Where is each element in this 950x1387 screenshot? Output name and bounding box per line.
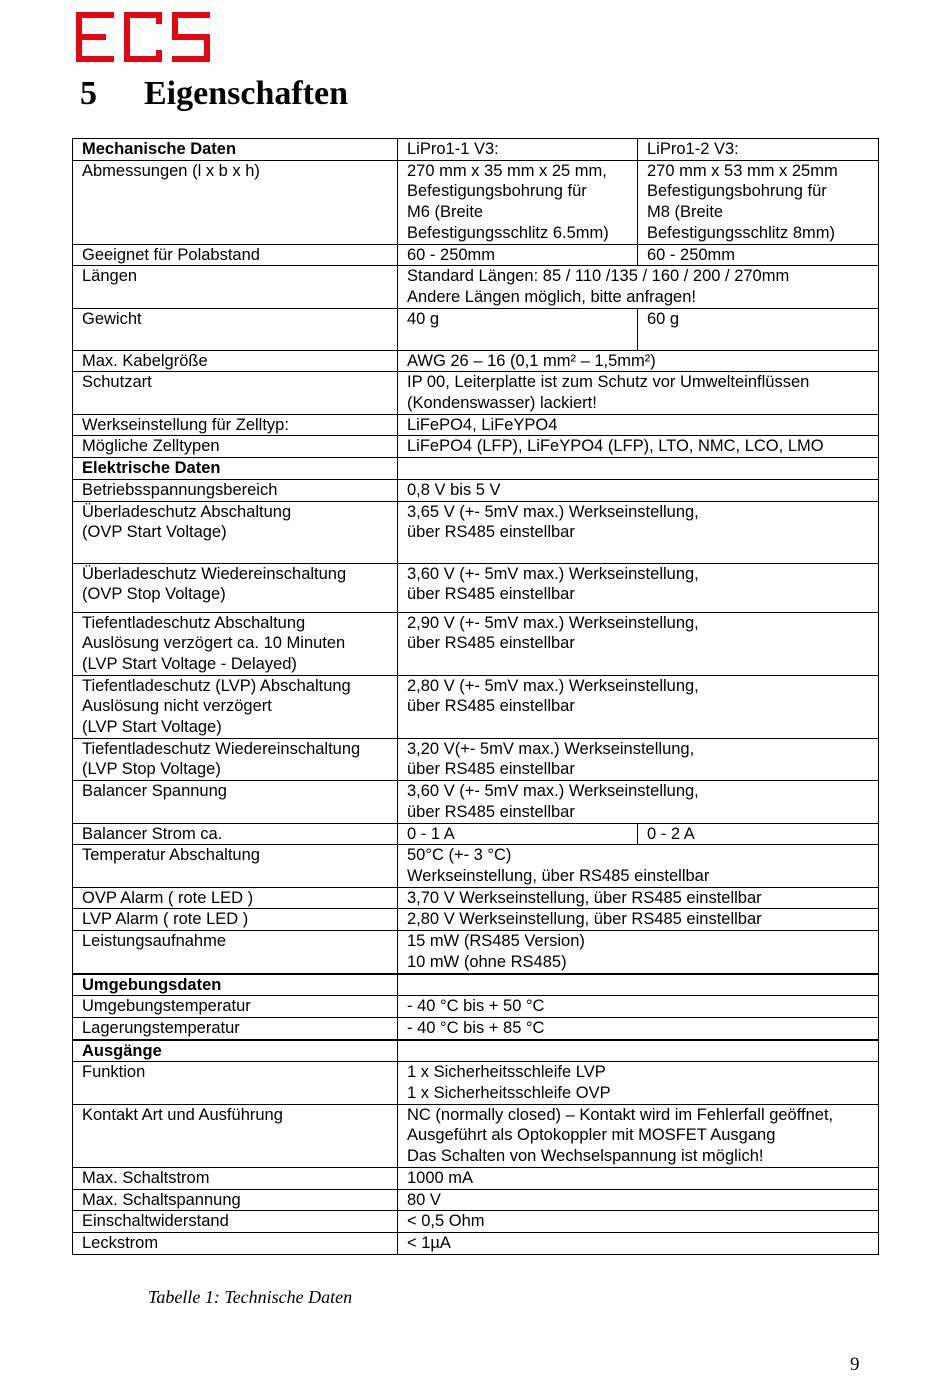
table-cell: LVP Alarm ( rote LED ): [73, 909, 398, 931]
table-row: [73, 1062, 879, 1104]
table-cell: 270 mm x 35 mm x 25 mm, Befestigungsbohrung für M6 (Breite Befestigungsschlitz 6.5mm): [398, 160, 638, 244]
table-cell: [398, 974, 879, 996]
table-row: [73, 244, 879, 266]
ecs-logo: [76, 12, 210, 62]
table-row: [73, 845, 879, 887]
table-row: [73, 823, 879, 845]
table-cell: Tiefentladeschutz Wiedereinschaltung (LVP Stop Voltage): [73, 738, 398, 780]
table-cell: Max. Schaltspannung: [73, 1189, 398, 1211]
table-cell: Mögliche Zelltypen: [73, 436, 398, 458]
table-row: [73, 909, 879, 931]
table-cell: [398, 1040, 879, 1062]
section-number: 5: [80, 75, 97, 112]
table-row: [73, 308, 879, 350]
table-cell: Temperatur Abschaltung: [73, 845, 398, 887]
table-cell: Betriebsspannungsbereich: [73, 479, 398, 501]
technical-data-table: [72, 138, 879, 1255]
table-cell: 2,80 V (+- 5mV max.) Werkseinstellung, über RS485 einstellbar: [398, 675, 879, 738]
table-row: [73, 414, 879, 436]
table-cell: Überladeschutz Abschaltung (OVP Start Voltage): [73, 501, 398, 563]
table-cell: 60 - 250mm: [398, 244, 638, 266]
table-cell: 0 - 1 A: [398, 823, 638, 845]
table-cell: < 1µA: [398, 1232, 879, 1254]
table-cell: Lagerungstemperatur: [73, 1017, 398, 1039]
table-cell: Ausgänge: [73, 1040, 398, 1062]
table-cell: LiPro1-1 V3:: [398, 139, 638, 161]
table-row: [73, 1211, 879, 1233]
table-cell: [398, 458, 879, 480]
table-cell: LiFePO4 (LFP), LiFeYPO4 (LFP), LTO, NMC, LCO, LMO: [398, 436, 879, 458]
table-cell: 0,8 V bis 5 V: [398, 479, 879, 501]
table-cell: 2,80 V Werkseinstellung, über RS485 einstellbar: [398, 909, 879, 931]
table-cell: Max. Kabelgröße: [73, 350, 398, 372]
table-row: [73, 458, 879, 480]
table-cell: Funktion: [73, 1062, 398, 1104]
table-cell: Tiefentladeschutz (LVP) Abschaltung Auslösung nicht verzögert (LVP Start Voltage): [73, 675, 398, 738]
table-cell: 40 g: [398, 308, 638, 350]
table-cell: Kontakt Art und Ausführung: [73, 1104, 398, 1167]
table-cell: - 40 °C bis + 50 °C: [398, 996, 879, 1018]
table-cell: NC (normally closed) – Kontakt wird im Fehlerfall geöffnet, Ausgeführt als Optokoppler mit MOSFET Ausgang Das Schalten von Wechselspannung ist möglich!: [398, 1104, 879, 1167]
table-row: [73, 738, 879, 780]
table-cell: Abmessungen (l x b x h): [73, 160, 398, 244]
table-row: [73, 996, 879, 1018]
table-row: [73, 479, 879, 501]
table-cell: 60 g: [638, 308, 879, 350]
section-title: Eigenschaften: [144, 75, 348, 112]
table-cell: Längen: [73, 266, 398, 308]
table-cell: OVP Alarm ( rote LED ): [73, 887, 398, 909]
table-cell: 1000 mA: [398, 1167, 879, 1189]
table-cell: < 0,5 Ohm: [398, 1211, 879, 1233]
table-caption: Tabelle 1: Technische Daten: [148, 1287, 353, 1307]
table-row: [73, 1167, 879, 1189]
table-cell: Tiefentladeschutz Abschaltung Auslösung verzögert ca. 10 Minuten (LVP Start Voltage - Delayed): [73, 612, 398, 675]
table-cell: Mechanische Daten: [73, 139, 398, 161]
table-row: [73, 781, 879, 823]
table-row: [73, 1104, 879, 1167]
table-row: [73, 350, 879, 372]
table-cell: 3,70 V Werkseinstellung, über RS485 einstellbar: [398, 887, 879, 909]
table-row: [73, 160, 879, 244]
table-cell: 0 - 2 A: [638, 823, 879, 845]
table-cell: 60 - 250mm: [638, 244, 879, 266]
table-row: [73, 974, 879, 996]
table-row: [73, 436, 879, 458]
table-cell: Überladeschutz Wiedereinschaltung (OVP Stop Voltage): [73, 563, 398, 612]
table-cell: 1 x Sicherheitsschleife LVP 1 x Sicherheitsschleife OVP: [398, 1062, 879, 1104]
table-cell: LiFePO4, LiFeYPO4: [398, 414, 879, 436]
table-row: [73, 612, 879, 675]
table-cell: - 40 °C bis + 85 °C: [398, 1017, 879, 1039]
table-cell: Max. Schaltstrom: [73, 1167, 398, 1189]
table-row: [73, 1232, 879, 1254]
table-row: [73, 1017, 879, 1039]
table-row: [73, 266, 879, 308]
table-cell: AWG 26 – 16 (0,1 mm² – 1,5mm²): [398, 350, 879, 372]
table-cell: LiPro1-2 V3:: [638, 139, 879, 161]
table-row: [73, 675, 879, 738]
table-cell: Balancer Strom ca.: [73, 823, 398, 845]
table-cell: 3,60 V (+- 5mV max.) Werkseinstellung, über RS485 einstellbar: [398, 563, 879, 612]
table-cell: 50°C (+- 3 °C) Werkseinstellung, über RS485 einstellbar: [398, 845, 879, 887]
table-row: [73, 372, 879, 414]
table-cell: 2,90 V (+- 5mV max.) Werkseinstellung, über RS485 einstellbar: [398, 612, 879, 675]
table-cell: 80 V: [398, 1189, 879, 1211]
table-row: [73, 1040, 879, 1062]
table-cell: 15 mW (RS485 Version) 10 mW (ohne RS485): [398, 931, 879, 973]
table-row: [73, 931, 879, 973]
table-cell: Schutzart: [73, 372, 398, 414]
table-cell: IP 00, Leiterplatte ist zum Schutz vor Umwelteinflüssen (Kondenswasser) lackiert!: [398, 372, 879, 414]
table-row: [73, 887, 879, 909]
table-cell: 3,65 V (+- 5mV max.) Werkseinstellung, über RS485 einstellbar: [398, 501, 879, 563]
table-cell: Elektrische Daten: [73, 458, 398, 480]
table-cell: 3,60 V (+- 5mV max.) Werkseinstellung, über RS485 einstellbar: [398, 781, 879, 823]
page-number: 9: [850, 1354, 860, 1375]
table-cell: Werkseinstellung für Zelltyp:: [73, 414, 398, 436]
table-row: [73, 139, 879, 161]
table-cell: Balancer Spannung: [73, 781, 398, 823]
table-cell: Leistungsaufnahme: [73, 931, 398, 973]
section-heading: [80, 72, 348, 116]
table-cell: Leckstrom: [73, 1232, 398, 1254]
table-cell: 3,20 V(+- 5mV max.) Werkseinstellung, über RS485 einstellbar: [398, 738, 879, 780]
table-cell: Umgebungsdaten: [73, 974, 398, 996]
table-row: [73, 1189, 879, 1211]
table-row: [73, 501, 879, 563]
table-cell: Standard Längen: 85 / 110 /135 / 160 / 200 / 270mm Andere Längen möglich, bitte anfragen!: [398, 266, 879, 308]
table-cell: Einschaltwiderstand: [73, 1211, 398, 1233]
table-cell: 270 mm x 53 mm x 25mm Befestigungsbohrung für M8 (Breite Befestigungsschlitz 8mm): [638, 160, 879, 244]
table-row: [73, 563, 879, 612]
table-cell: Geeignet für Polabstand: [73, 244, 398, 266]
table-cell: Umgebungstemperatur: [73, 996, 398, 1018]
table-cell: Gewicht: [73, 308, 398, 350]
